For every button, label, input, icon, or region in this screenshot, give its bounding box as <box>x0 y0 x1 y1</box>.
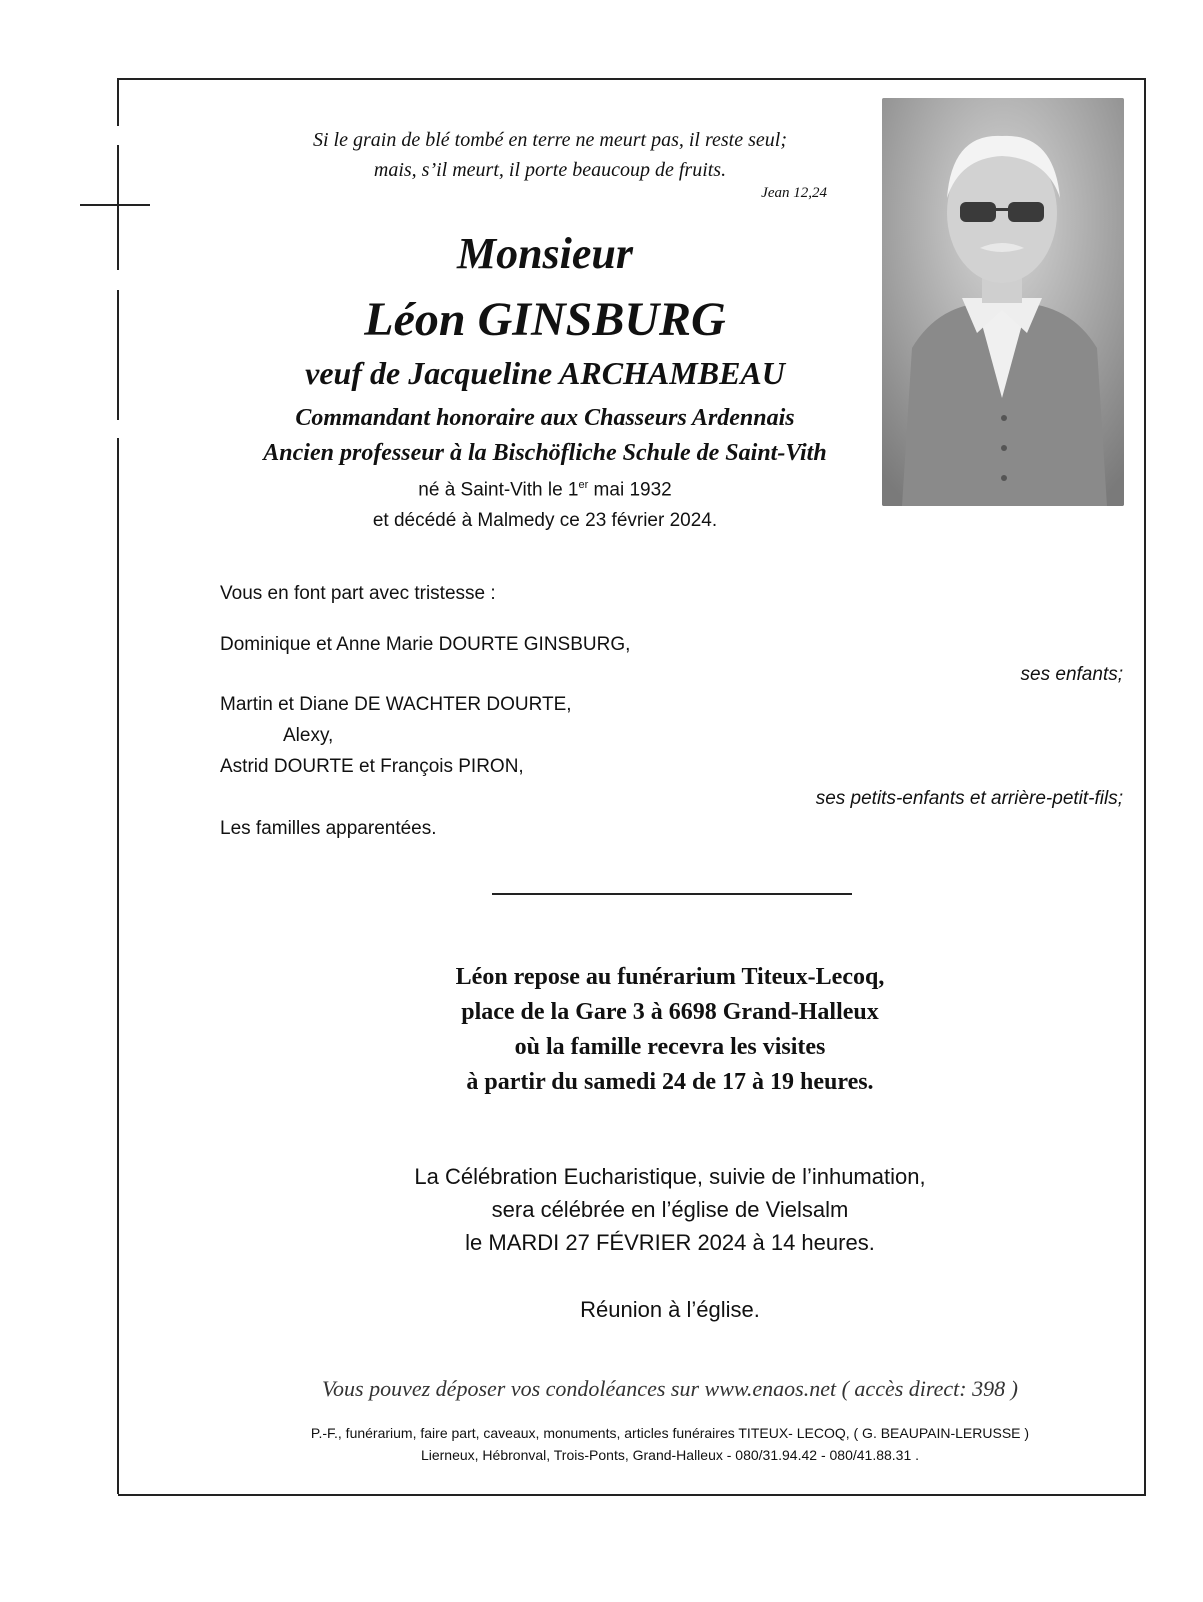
cross-vertical <box>117 145 119 270</box>
deceased-name: Léon GINSBURG <box>364 293 726 346</box>
repose-line-2: place de la Gare 3 à 6698 Grand-Halleux <box>461 999 879 1025</box>
quote-line-1: Si le grain de blé tombé en terre ne meurt pas, il reste seul; <box>313 129 787 151</box>
title-line-2: Ancien professeur à la Bischöfliche Schule de Saint-Vith <box>263 440 827 466</box>
ceremony-line-2: sera célébrée en l’église de Vielsalm <box>491 1197 849 1222</box>
quote-reference: Jean 12,24 <box>761 185 827 201</box>
salutation: Monsieur <box>456 229 634 278</box>
great-grandchild: Alexy, <box>283 725 334 746</box>
repose-line-4: à partir du samedi 24 de 17 à 19 heures. <box>466 1069 874 1095</box>
frame-left-segment <box>117 438 119 1494</box>
cross-icon <box>80 204 150 206</box>
children-names: Dominique et Anne Marie DOURTE GINSBURG, <box>220 634 631 655</box>
footer-line-1: P.-F., funérarium, faire part, caveaux, monuments, articles funéraires TITEUX- LECOQ, ( G. BEAUPAIN-LERUSSE ) <box>310 1425 1030 1441</box>
frame-left-segment <box>117 290 119 420</box>
condolences-text: Vous pouvez déposer vos condoléances sur www.enaos.net ( accès direct: 398 ) <box>322 1376 1018 1401</box>
widower-of: veuf de Jacqueline ARCHAMBEAU <box>305 355 785 391</box>
ceremony-line-3: le MARDI 27 FÉVRIER 2024 à 14 heures. <box>465 1230 875 1255</box>
death-line: et décédé à Malmedy ce 23 février 2024. <box>372 510 718 531</box>
grandchildren-role: ses petits-enfants et arrière-petit-fils; <box>815 788 1123 809</box>
footer-line-2: Lierneux, Hébronval, Trois-Ponts, Grand-Halleux - 080/31.94.42 - 080/41.88.31 . <box>420 1447 920 1463</box>
quote-line-2: mais, s’il meurt, il porte beaucoup de fruits. <box>373 159 727 181</box>
repose-block <box>320 960 1020 1100</box>
repose-line-3: où la famille recevra les visites <box>514 1034 826 1060</box>
ceremony-block <box>320 1160 1020 1259</box>
children-role: ses enfants; <box>1020 664 1123 685</box>
footer <box>200 1422 1140 1466</box>
portrait-photo <box>882 98 1124 506</box>
ceremony-line-1: La Célébration Eucharistique, suivie de l’inhumation, <box>414 1164 926 1189</box>
repose-line-1: Léon repose au funérarium Titeux-Lecoq, <box>455 964 885 990</box>
frame-left-segment <box>117 78 119 126</box>
divider <box>492 893 852 895</box>
grandchild-1: Martin et Diane DE WACHTER DOURTE, <box>220 694 572 715</box>
families: Les familles apparentées. <box>220 818 437 839</box>
announcement-intro: Vous en font part avec tristesse : <box>220 583 496 604</box>
title-line-1: Commandant honoraire aux Chasseurs Ardennais <box>295 405 795 431</box>
grandchild-2: Astrid DOURTE et François PIRON, <box>220 756 524 777</box>
birth-line: né à Saint-Vith le 1er mai 1932 <box>418 479 672 501</box>
reunion-text: Réunion à l’église. <box>580 1297 760 1322</box>
